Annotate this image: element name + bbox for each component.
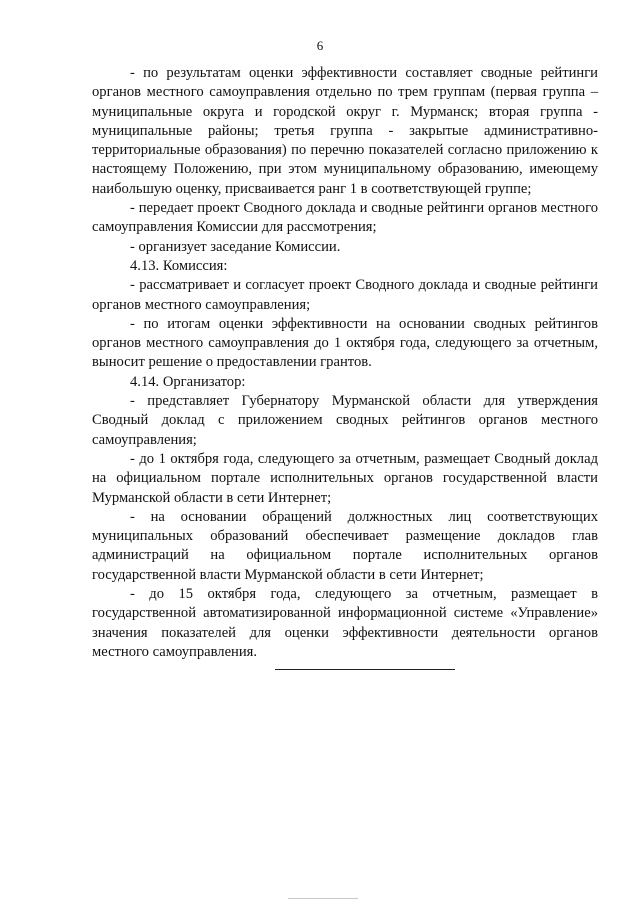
- paragraph-transfer-draft: - передает проект Сводного доклада и сводные рейтинги органов местного самоуправления Комиссии для рассмотрения;: [92, 200, 598, 236]
- paragraph-ratings: - по результатам оценки эффективности составляет сводные рейтинги органов местного самоуправления отдельно по трем группам (первая группа – муниципальные округа и городской округ г. Мурманск; вторая группа - муниципальные районы; третья группа - закрытые административно-территориальные образования) по перечню показателей согласно приложению к настоящему Положению, при этом муниципальному образованию, имеющему наибольшую оценку, присваивается ранг 1 в соответствующей группе;: [92, 65, 598, 197]
- section-heading-4-13: 4.13. Комиссия:: [130, 257, 228, 274]
- paragraph-review-approve: - рассматривает и согласует проект Сводного доклада и сводные рейтинги органов местного самоуправления;: [92, 277, 598, 313]
- footer-mark: [288, 898, 358, 899]
- paragraph-organize-meeting: - организует заседание Комиссии.: [130, 238, 341, 255]
- document-body: [92, 64, 598, 662]
- paragraph-publish-indicators: - до 15 октября года, следующего за отчетным, размещает в государственной автоматизированной информационной системе «Управление» значения показателей для оценки эффективности деятельности органов местного самоуправления.: [92, 586, 598, 660]
- paragraph-publish-report: - до 1 октября года, следующего за отчетным, размещает Сводный доклад на официальном портале исполнительных органов государственной власти Мурманской области в сети Интернет;: [92, 450, 598, 506]
- paragraph-present-governor: - представляет Губернатору Мурманской области для утверждения Сводный доклад с приложением сводных рейтингов органов местного самоуправления;: [92, 393, 598, 448]
- paragraph-publish-heads-reports: - на основании обращений должностных лиц соответствующих муниципальных образований обеспечивает размещение докладов глав администраций на официальном портале исполнительных органов государственной власти Мурманской области в сети Интернет;: [92, 508, 598, 583]
- paragraph-grant-decision: - по итогам оценки эффективности на основании сводных рейтингов органов местного самоуправления до 1 октября года, следующего за отчетным, выносит решение о предоставлении грантов.: [92, 315, 598, 371]
- page-number: 6: [316, 38, 324, 53]
- end-separator-line: [275, 669, 455, 670]
- section-heading-4-14: 4.14. Организатор:: [130, 373, 246, 390]
